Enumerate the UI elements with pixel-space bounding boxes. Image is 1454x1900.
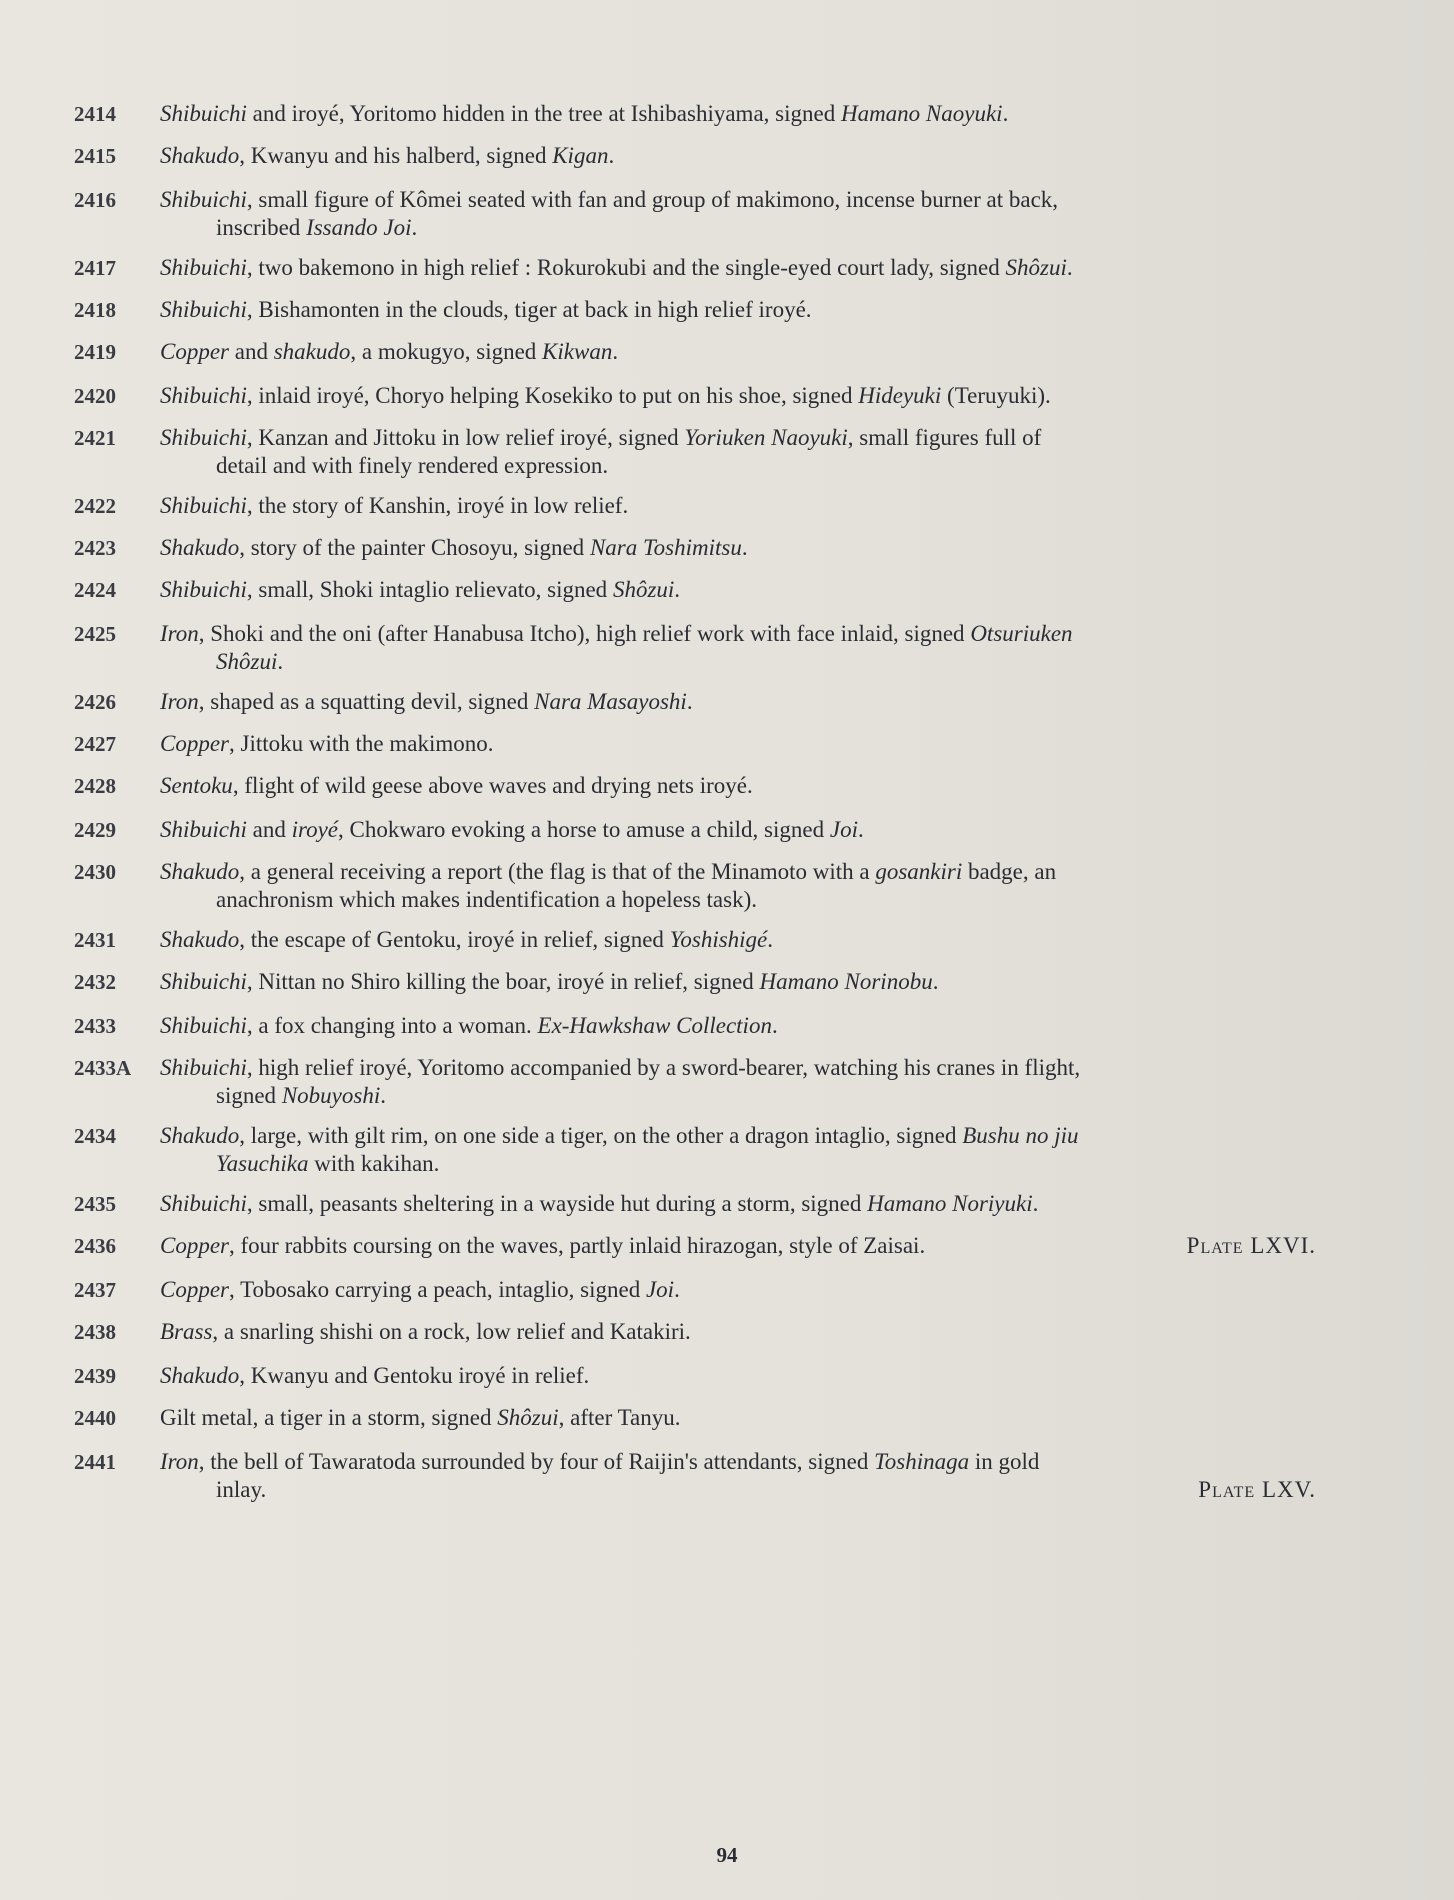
italic-term: Shibuichi [160, 383, 247, 408]
entry-description [160, 1232, 1354, 1260]
entry-number: 2435 [74, 1192, 116, 1216]
entry-line [160, 1362, 1354, 1390]
entry-continuation-line [160, 452, 1354, 480]
italic-term: Shibuichi [160, 817, 247, 842]
catalogue-entry [74, 254, 1354, 282]
entry-text: , the bell of Tawaratoda surrounded by four of Raijin's attendants, signed [198, 1449, 875, 1474]
entry-description [160, 296, 1354, 324]
italic-term: Shôzui [1005, 255, 1067, 280]
italic-term: Shibuichi [160, 1191, 247, 1216]
italic-term: Shibuichi [160, 425, 247, 450]
entry-description [160, 1448, 1354, 1504]
entry-description [160, 142, 1354, 170]
entry-number: 2418 [74, 298, 116, 322]
italic-term: Joi [645, 1277, 675, 1302]
entry-text: , Chokwaro evoking a horse to amuse a child, signed [338, 817, 830, 842]
catalogue-entry [74, 1404, 1354, 1432]
entry-text: . [686, 689, 693, 714]
italic-term: Shôzui [612, 577, 675, 602]
italic-term: Iron [160, 1449, 199, 1474]
entry-number: 2434 [74, 1124, 116, 1148]
entry-line [160, 534, 1354, 562]
italic-term: Sentoku [160, 773, 233, 798]
entry-text: . [674, 577, 681, 602]
catalogue-entry [74, 1318, 1354, 1346]
entry-description [160, 382, 1354, 410]
italic-term: Copper [160, 1277, 229, 1302]
entry-line [160, 1054, 1354, 1082]
entry-text: Gilt metal, a tiger in a storm, signed [160, 1405, 498, 1430]
entry-number: 2428 [74, 774, 116, 798]
italic-term: Shakudo [160, 143, 240, 168]
catalogue-entry [74, 492, 1354, 520]
entry-text: , Bishamonten in the clouds, tiger at back in high relief iroyé. [246, 297, 812, 322]
entry-description [160, 1318, 1354, 1346]
italic-term: Shibuichi [160, 187, 247, 212]
italic-term: shakudo [273, 339, 351, 364]
entry-description [160, 926, 1354, 954]
italic-term: Otsuriuken [970, 621, 1073, 646]
entry-number: 2421 [74, 426, 116, 450]
entry-text: , large, with gilt rim, on one side a tiger, on the other a dragon intaglio, signed [239, 1123, 963, 1148]
entry-number: 2420 [74, 384, 116, 408]
entry-number: 2439 [74, 1364, 116, 1388]
entry-description [160, 576, 1354, 604]
catalogue-entry [74, 688, 1354, 716]
catalogue-entry [74, 424, 1354, 480]
entry-description [160, 338, 1354, 366]
entry-description [160, 1362, 1354, 1390]
entry-text: anachronism which makes indentification a hopeless task). [216, 887, 757, 912]
entry-text: . [612, 339, 619, 364]
entry-line [160, 620, 1354, 648]
entry-text: . [411, 215, 418, 240]
entry-text: . [1032, 1191, 1039, 1216]
entry-line [160, 730, 1354, 758]
italic-term: Nobuyoshi [281, 1083, 381, 1108]
entry-line [160, 688, 1354, 716]
entry-line [160, 492, 1354, 520]
entry-number: 2424 [74, 578, 116, 602]
italic-term: gosankiri [875, 859, 963, 884]
entry-continuation-line [160, 886, 1354, 914]
entry-text: . [380, 1083, 386, 1108]
entry-text: , a snarling shishi on a rock, low relief and Katakiri. [212, 1319, 691, 1344]
italic-term: Iron [160, 689, 199, 714]
entry-text: in gold [969, 1449, 1040, 1474]
entry-text: and iroyé, Yoritomo hidden in the tree at Ishibashiyama, signed [246, 101, 841, 126]
entry-description [160, 968, 1354, 996]
entry-text: inscribed [216, 215, 307, 240]
italic-term: Joi [829, 817, 858, 842]
catalogue-entry [74, 730, 1354, 758]
catalogue-entry [74, 186, 1354, 242]
entry-text: and [246, 817, 292, 842]
italic-term: Yoriuken Naoyuki [684, 425, 848, 450]
entry-continuation-line [160, 648, 1354, 676]
entry-description [160, 1404, 1354, 1432]
entry-line [160, 186, 1354, 214]
entry-text: . [674, 1277, 680, 1302]
entry-number: 2416 [74, 188, 116, 212]
entry-line [160, 382, 1354, 410]
entry-text: (Teruyuki). [941, 383, 1051, 408]
entry-text: , small, Shoki intaglio relievato, signed [246, 577, 613, 602]
italic-term: Copper [160, 339, 229, 364]
entry-number: 2429 [74, 818, 116, 842]
entry-line [160, 1448, 1354, 1476]
italic-term: Shibuichi [160, 969, 247, 994]
entry-number: 2423 [74, 536, 116, 560]
entry-number: 2417 [74, 256, 116, 280]
entry-text: signed [216, 1083, 282, 1108]
entry-number: 2415 [74, 144, 116, 168]
italic-term: Kigan [552, 143, 609, 168]
italic-term: Nara Masayoshi [534, 689, 687, 714]
entry-line [160, 576, 1354, 604]
entry-text: inlay. [216, 1477, 267, 1502]
entry-text: , a fox changing into a woman. [246, 1013, 538, 1038]
catalogue-entry [74, 772, 1354, 800]
entry-number: 2433A [74, 1056, 132, 1080]
entry-number: 2425 [74, 622, 116, 646]
entry-description [160, 688, 1354, 716]
entry-text: , Kanzan and Jittoku in low relief iroyé, signed [246, 425, 685, 450]
entry-continuation-line [160, 1150, 1354, 1178]
entry-line [160, 100, 1354, 128]
entry-description [160, 1054, 1354, 1110]
entry-text: , inlaid iroyé, Choryo helping Kosekiko to put on his shoe, signed [246, 383, 859, 408]
entry-text: . [608, 143, 615, 168]
entry-text: , shaped as a squatting devil, signed [198, 689, 535, 714]
catalogue-entry [74, 100, 1354, 128]
entry-text: , high relief iroyé, Yoritomo accompanied by a sword-bearer, watching his cranes in flight, [246, 1055, 1081, 1080]
italic-term: Yoshishigé [669, 927, 768, 952]
italic-term: Hideyuki [858, 383, 942, 408]
italic-term: Shibuichi [160, 297, 247, 322]
entry-line [160, 926, 1354, 954]
entry-line [160, 858, 1354, 886]
page-number: 94 [716, 1843, 738, 1867]
entry-continuation-line [160, 1476, 1354, 1504]
entry-line [160, 296, 1354, 324]
italic-term: Shibuichi [160, 493, 247, 518]
entry-line [160, 1012, 1354, 1040]
entry-description [160, 772, 1354, 800]
italic-term: Kikwan [542, 339, 613, 364]
entry-number: 2430 [74, 860, 116, 884]
entry-text: , after Tanyu. [558, 1405, 681, 1430]
italic-term: Iron [160, 621, 199, 646]
italic-term: Shakudo [160, 859, 240, 884]
entry-description [160, 424, 1354, 480]
entry-text: . [767, 927, 774, 952]
entry-description [160, 534, 1354, 562]
entry-description [160, 1276, 1354, 1304]
entry-text: , small figures full of [847, 425, 1042, 450]
catalogue-entry [74, 968, 1354, 996]
entry-description [160, 730, 1354, 758]
italic-term: Nara Toshimitsu [589, 535, 742, 560]
italic-term: Hamano Naoyuki [840, 101, 1003, 126]
italic-term: Shakudo [160, 927, 240, 952]
catalogue-entry [74, 1276, 1354, 1304]
italic-term: Shibuichi [160, 255, 247, 280]
entry-text: . [277, 649, 284, 674]
italic-term: iroyé [291, 817, 339, 842]
italic-term: Brass [160, 1319, 213, 1344]
entry-text: , Jittoku with the makimono. [229, 731, 494, 756]
italic-term: Shakudo [160, 1363, 240, 1388]
entry-text: , flight of wild geese above waves and drying nets iroyé. [232, 773, 753, 798]
entry-text: , small figure of Kômei seated with fan and group of makimono, incense burner at back, [246, 187, 1059, 212]
entry-line [160, 142, 1354, 170]
catalogue-entry [74, 1054, 1354, 1110]
entry-description [160, 1190, 1354, 1218]
entry-text: , small, peasants sheltering in a wayside hut during a storm, signed [246, 1191, 868, 1216]
entry-description [160, 1012, 1354, 1040]
entry-description [160, 620, 1354, 676]
catalogue-entry [74, 142, 1354, 170]
entry-line [160, 1318, 1354, 1346]
entry-text: , Tobosako carrying a peach, intaglio, signed [229, 1277, 646, 1302]
plate-reference: Plate LXVI. [1186, 1233, 1316, 1258]
catalogue-entry [74, 1122, 1354, 1178]
catalogue-entry [74, 858, 1354, 914]
entry-text: detail and with finely rendered expression. [216, 453, 609, 478]
entry-number: 2437 [74, 1278, 116, 1302]
italic-term: Shibuichi [160, 1055, 247, 1080]
entry-text: with kakihan. [308, 1151, 440, 1176]
italic-term: Shibuichi [160, 1013, 247, 1038]
catalogue-entry [74, 816, 1354, 844]
entry-text: , two bakemono in high relief : Rokurokubi and the single-eyed court lady, signed [246, 255, 1006, 280]
entry-text: , Kwanyu and Gentoku iroyé in relief. [239, 1363, 590, 1388]
italic-term: Shakudo [160, 535, 240, 560]
catalogue-entry [74, 1448, 1354, 1504]
plate-reference: Plate LXV. [1198, 1477, 1316, 1502]
entry-description [160, 816, 1354, 844]
entry-line [160, 1122, 1354, 1150]
entry-text: badge, an [962, 859, 1057, 884]
entry-description [160, 1122, 1354, 1178]
entry-text: . [771, 1013, 778, 1038]
italic-term: Issando Joi [306, 215, 412, 240]
entry-text: , a mokugyo, signed [350, 339, 543, 364]
entry-number: 2436 [74, 1234, 116, 1258]
entry-number: 2427 [74, 732, 116, 756]
entry-continuation-line [160, 1082, 1354, 1110]
italic-term: Shôzui [216, 649, 278, 674]
italic-term: Hamano Norinobu [759, 969, 933, 994]
entry-text: . [1066, 255, 1073, 280]
entry-number: 2422 [74, 494, 116, 518]
entry-number: 2431 [74, 928, 116, 952]
italic-term: Hamano Noriyuki [867, 1191, 1033, 1216]
entry-number: 2432 [74, 970, 116, 994]
catalogue-entry [74, 1190, 1354, 1218]
entry-description [160, 100, 1354, 128]
entry-line [160, 1276, 1354, 1304]
catalogue-entry [74, 1232, 1354, 1260]
entry-text: , the escape of Gentoku, iroyé in relief, signed [239, 927, 670, 952]
italic-term: Copper [160, 731, 229, 756]
entry-line [160, 254, 1354, 282]
italic-term: Shakudo [160, 1123, 240, 1148]
entry-line [160, 424, 1354, 452]
entry-number: 2441 [74, 1450, 116, 1474]
entry-text: , the story of Kanshin, iroyé in low relief. [246, 493, 629, 518]
entry-description [160, 254, 1354, 282]
catalogue-entry [74, 382, 1354, 410]
entry-line [160, 968, 1354, 996]
entry-description [160, 492, 1354, 520]
entry-description [160, 186, 1354, 242]
entry-text: and [229, 339, 274, 364]
entry-number: 2438 [74, 1320, 116, 1344]
catalogue-entry [74, 926, 1354, 954]
entry-text: , Shoki and the oni (after Hanabusa Itcho), high relief work with face inlaid, signed [198, 621, 971, 646]
italic-term: Shôzui [497, 1405, 559, 1430]
italic-term: Toshinaga [874, 1449, 970, 1474]
catalogue-entry [74, 576, 1354, 604]
entry-number: 2419 [74, 340, 116, 364]
catalogue-entry [74, 534, 1354, 562]
entry-number: 2414 [74, 102, 116, 126]
italic-term: Copper [160, 1233, 229, 1258]
entry-continuation-line [160, 214, 1354, 242]
italic-term: Ex-Hawkshaw Collection [537, 1013, 772, 1038]
entry-number: 2433 [74, 1014, 116, 1038]
entry-text: , Kwanyu and his halberd, signed [239, 143, 553, 168]
catalogue-entry [74, 296, 1354, 324]
italic-term: Bushu no jiu [962, 1123, 1079, 1148]
entry-text: . [741, 535, 748, 560]
italic-term: Yasuchika [216, 1151, 309, 1176]
entry-description [160, 858, 1354, 914]
entry-line [160, 1232, 1354, 1260]
entry-text: , Nittan no Shiro killing the boar, iroyé in relief, signed [246, 969, 760, 994]
entry-text: , four rabbits coursing on the waves, partly inlaid hirazogan, style of Zaisai. [229, 1233, 926, 1258]
entry-line [160, 1190, 1354, 1218]
entry-line [160, 816, 1354, 844]
entry-line [160, 338, 1354, 366]
entry-text: . [932, 969, 939, 994]
entry-number: 2440 [74, 1406, 116, 1430]
italic-term: Shibuichi [160, 101, 247, 126]
catalogue-entry [74, 1012, 1354, 1040]
entry-line [160, 1404, 1354, 1432]
entry-number: 2426 [74, 690, 116, 714]
entry-line [160, 772, 1354, 800]
entry-text: . [857, 817, 864, 842]
catalogue-entry [74, 620, 1354, 676]
catalogue-entry [74, 1362, 1354, 1390]
entry-text: , story of the painter Chosoyu, signed [239, 535, 590, 560]
entry-text: . [1002, 101, 1009, 126]
italic-term: Shibuichi [160, 577, 247, 602]
catalogue-entry [74, 338, 1354, 366]
entry-text: , a general receiving a report (the flag is that of the Minamoto with a [239, 859, 876, 884]
